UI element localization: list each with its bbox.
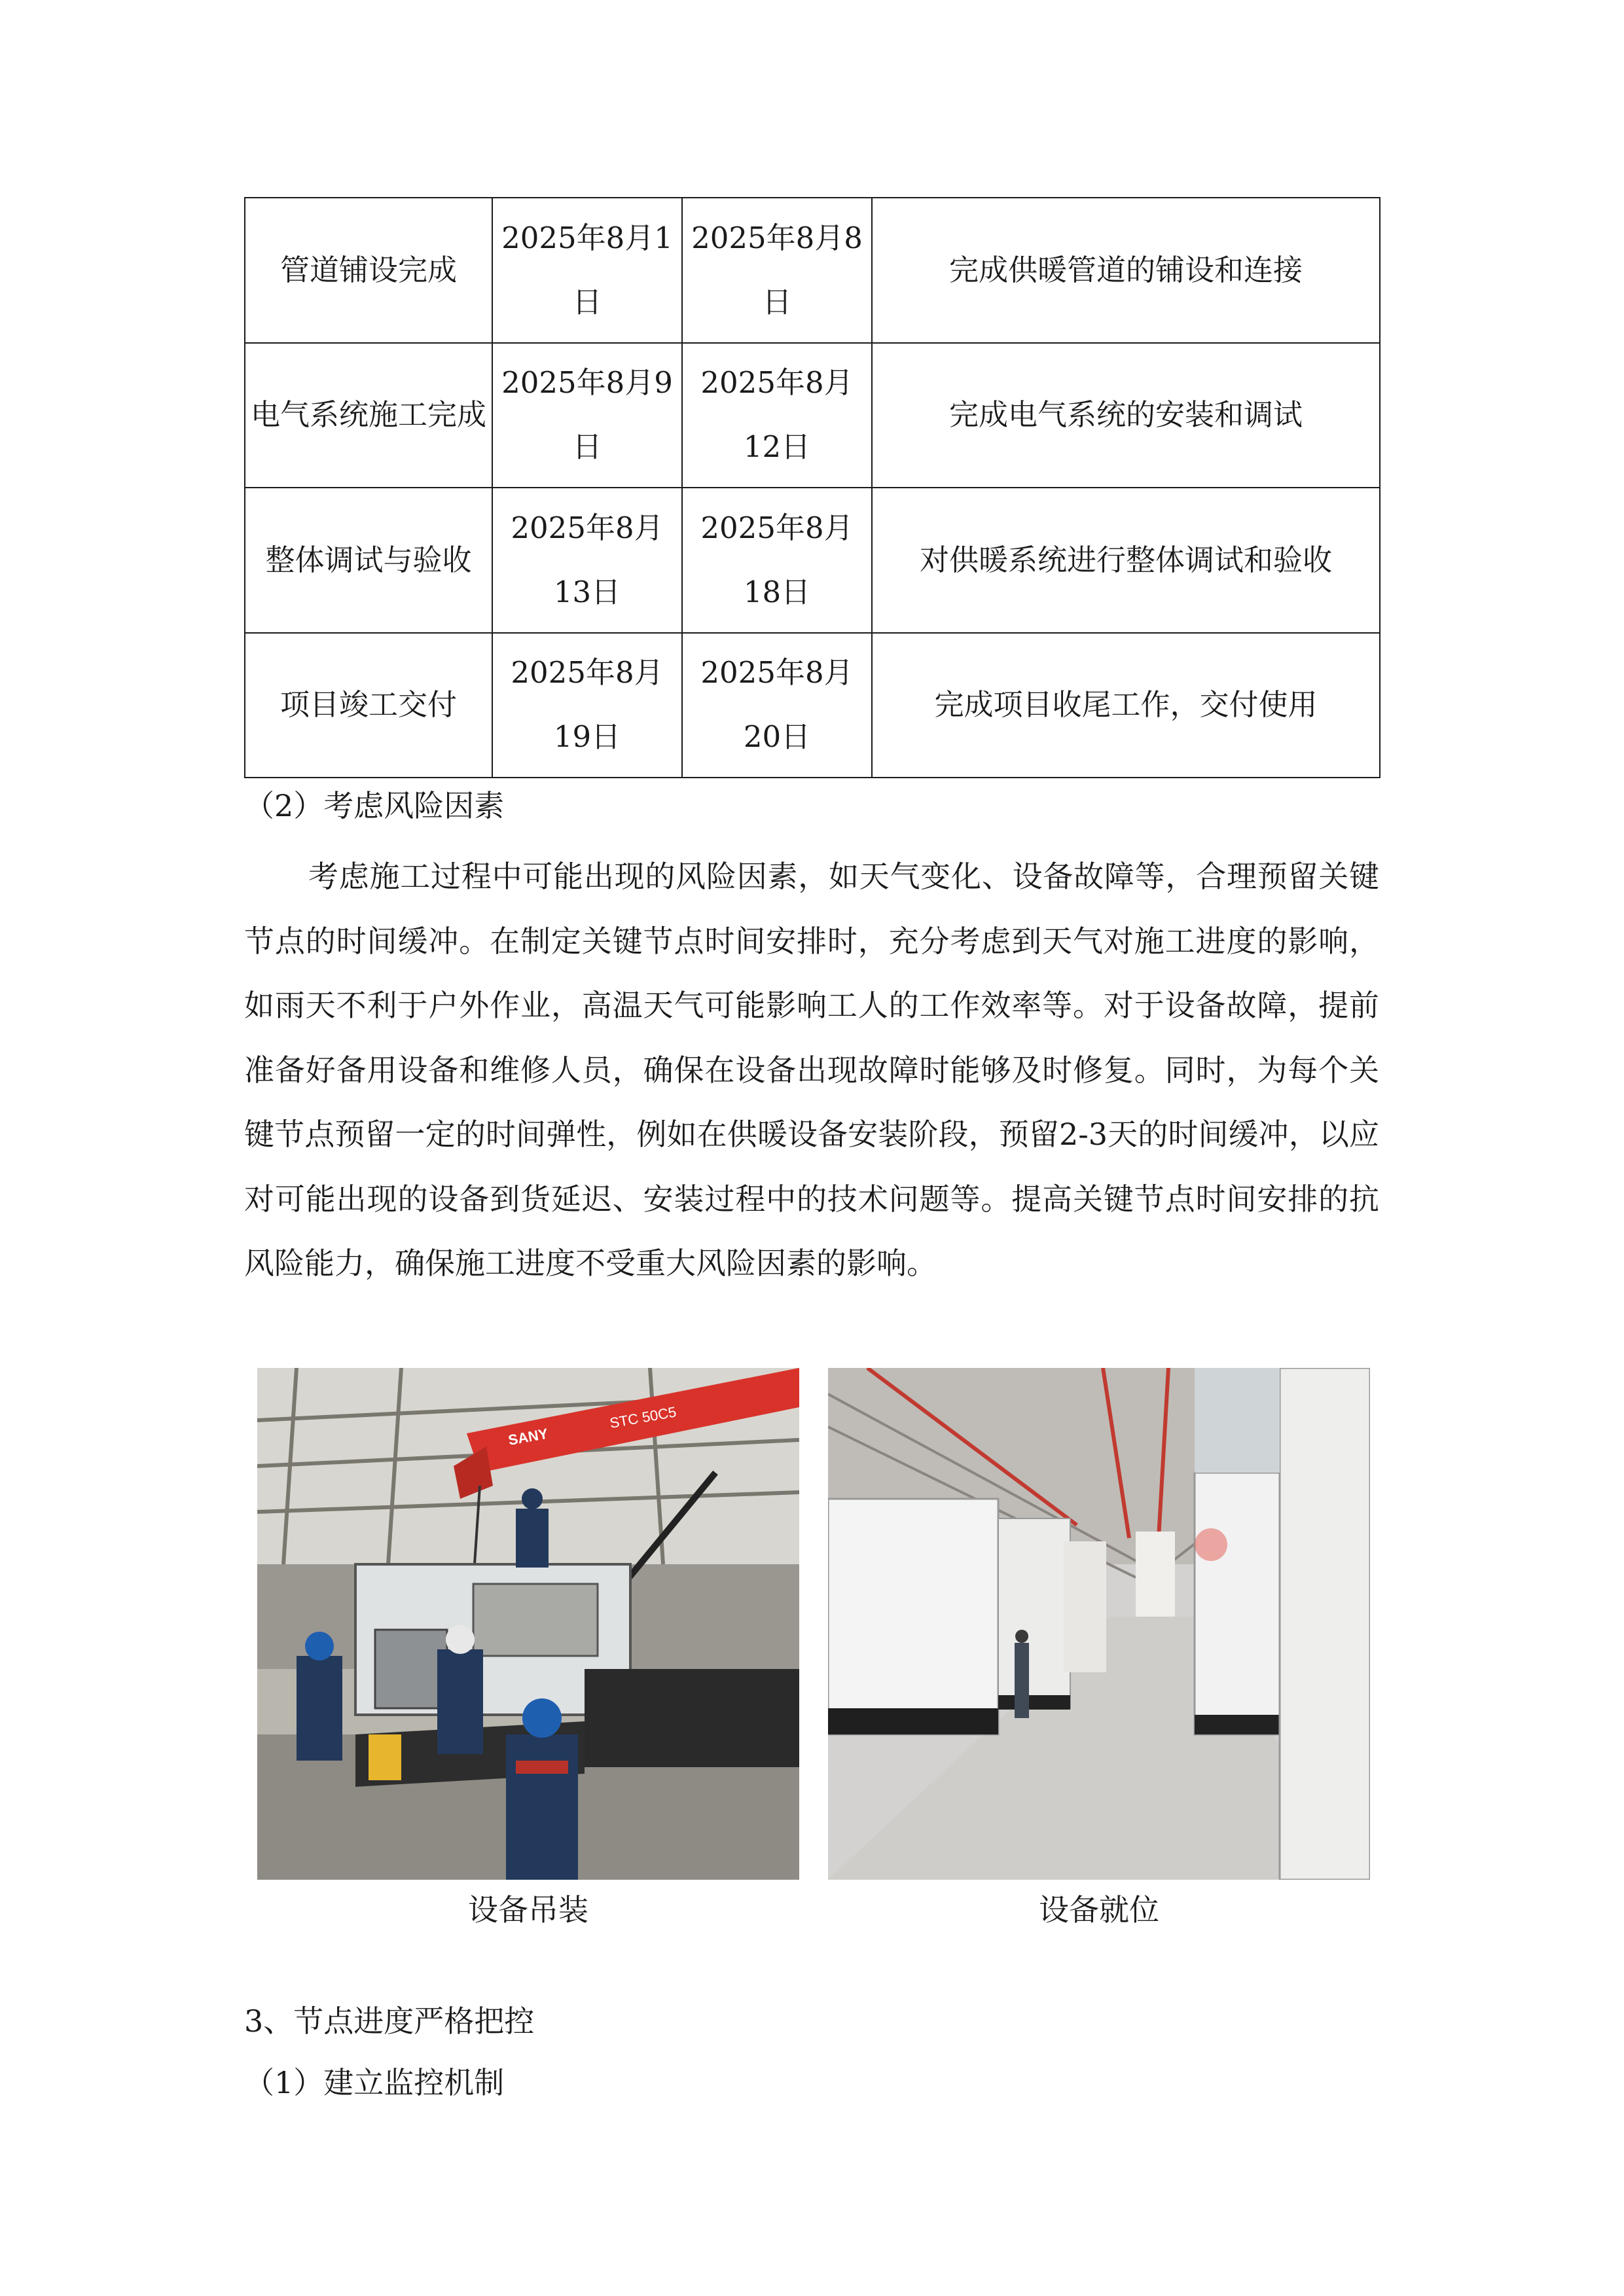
- equipment-hoisting-photo: [257, 1368, 799, 1880]
- table-row: [245, 488, 1380, 633]
- end-date-cell: 2025年8月20日: [682, 633, 872, 778]
- start-date-cell: 2025年8月19日: [492, 633, 682, 778]
- photo-caption-hoisting: 设备吊装: [468, 1892, 588, 1928]
- photo-caption-in-place: 设备就位: [1039, 1892, 1159, 1928]
- table-row: [245, 633, 1380, 778]
- schedule-table-body: [245, 198, 1380, 778]
- control-heading: 3、节点进度严格把控: [244, 2003, 535, 2039]
- end-date-cell: 2025年8月8日: [682, 198, 872, 343]
- risk-paragraph: 考虑施工过程中可能出现的风险因素，如天气变化、设备故障等，合理预留关键节点的时间缓冲。在制定关键节点时间安排时，充分考虑到天气对施工进度的影响，如雨天不利于户外作业，高温天气可能影响工人的工作效率等。对于设备故障，提前准备好备用设备和维修人员，确保在设备出现故障时能够及时修复。同时，为每个关键节点预留一定的时间弹性，例如在供暖设备安装阶段，预留2-3天的时间缓冲，以应对可能出现的设备到货延迟、安装过程中的技术问题等。提高关键节点时间安排的抗风险能力，确保施工进度不受重大风险因素的影响。: [244, 859, 1379, 1281]
- crane-model-label: STC 50C5: [608, 1403, 678, 1431]
- start-date-cell: 2025年8月1日: [492, 198, 682, 343]
- monitoring-subheading: （1）建立监控机制: [244, 2065, 505, 2100]
- description-cell: 完成电气系统的安装和调试: [872, 343, 1380, 488]
- task-cell: 项目竣工交付: [245, 633, 492, 778]
- end-date-cell: 2025年8月18日: [682, 488, 872, 633]
- task-cell: 管道铺设完成: [245, 198, 492, 343]
- start-date-cell: 2025年8月9日: [492, 343, 682, 488]
- description-cell: 对供暖系统进行整体调试和验收: [872, 488, 1380, 633]
- task-cell: 电气系统施工完成: [245, 343, 492, 488]
- equipment-in-place-photo: [828, 1368, 1370, 1880]
- table-row: [245, 343, 1380, 488]
- description-cell: 完成项目收尾工作，交付使用: [872, 633, 1380, 778]
- start-date-cell: 2025年8月13日: [492, 488, 682, 633]
- task-cell: 整体调试与验收: [245, 488, 492, 633]
- description-cell: 完成供暖管道的铺设和连接: [872, 198, 1380, 343]
- table-row: [245, 198, 1380, 343]
- schedule-table: [244, 197, 1380, 778]
- risk-heading: （2）考虑风险因素: [244, 788, 505, 823]
- end-date-cell: 2025年8月12日: [682, 343, 872, 488]
- crane-brand-label: SANY: [507, 1425, 550, 1448]
